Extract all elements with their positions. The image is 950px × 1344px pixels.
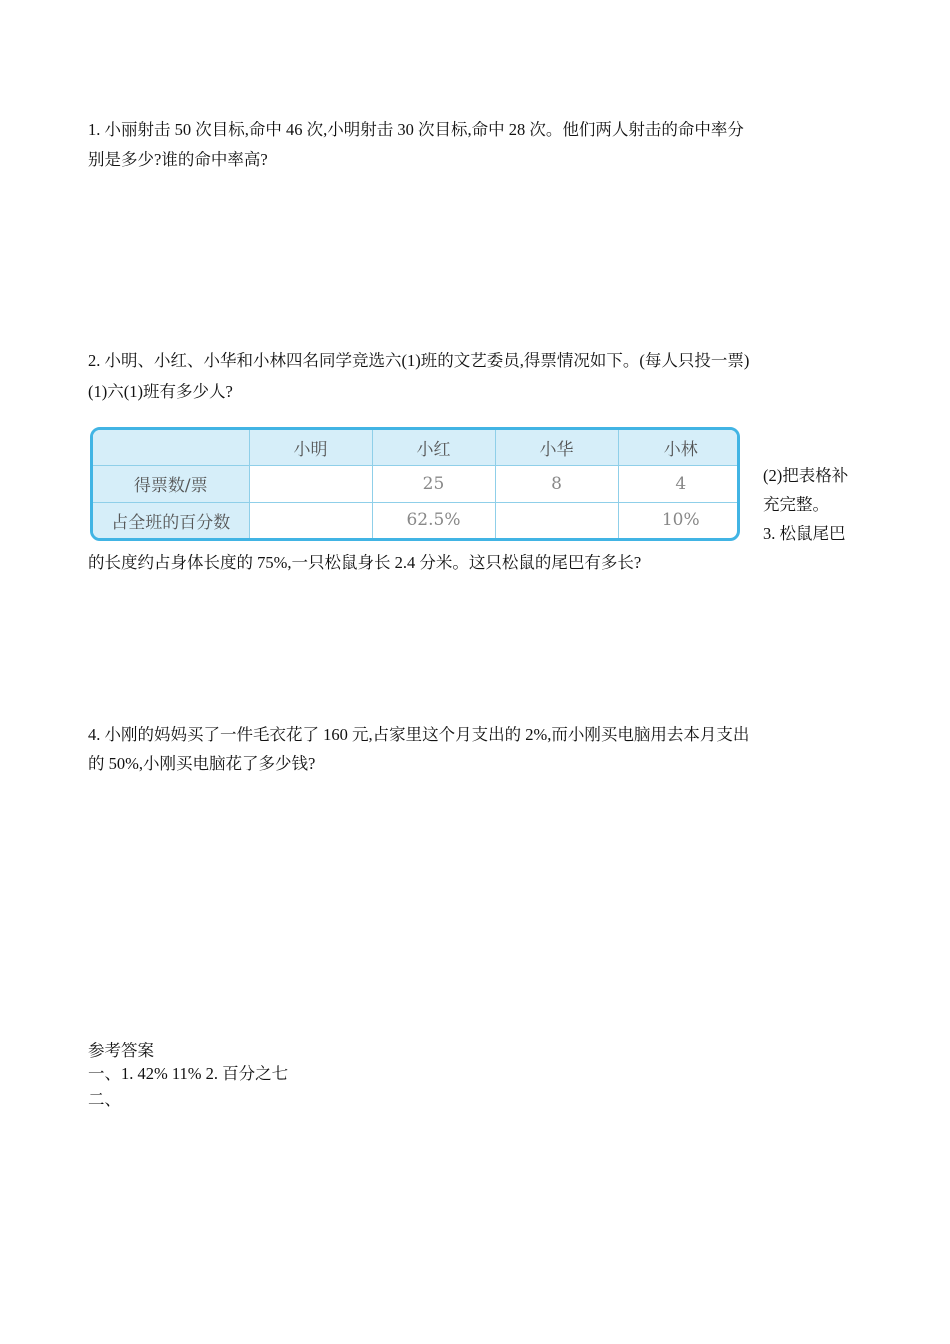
table-cell: 25 [372,466,495,502]
q4-line2: 的 50%,小刚买电脑花了多少钱? [88,754,316,773]
q2-side-line2: 充完整。 [763,495,829,514]
vote-table [90,427,740,541]
table-cell [495,502,618,538]
table-cell: 10% [618,502,740,538]
row-label: 占全班的百分数 [93,502,249,538]
table-cell [249,466,372,502]
table-cell [249,502,372,538]
answers-line1: 一、1. 42% 11% 2. 百分之七 [88,1064,289,1083]
answers-line2: 二、 [88,1090,121,1109]
q3-start: 3. 松鼠尾巴 [763,524,846,543]
table-header-xiaolin: 小林 [618,430,740,466]
table-header-xiaoming: 小明 [249,430,372,466]
table-row [93,466,740,502]
q1-line2: 别是多少?谁的命中率高? [88,150,268,169]
table-header-corner [93,430,249,466]
q1-line1: 1. 小丽射击 50 次目标,命中 46 次,小明射击 30 次目标,命中 28 次。他们两人射击的命中率分 [88,120,744,139]
q2-line1: 2. 小明、小红、小华和小林四名同学竞选六(1)班的文艺委员,得票情况如下。(每人只投一票) [88,351,750,370]
q2-side-line1: (2)把表格补 [763,466,849,485]
q4-line1: 4. 小刚的妈妈买了一件毛衣花了 160 元,占家里这个月支出的 2%,而小刚买电脑用去本月支出 [88,725,750,744]
table-cell: 4 [618,466,740,502]
table-header-xiaohong: 小红 [372,430,495,466]
q2-line2: (1)六(1)班有多少人? [88,382,233,401]
answers-title: 参考答案 [88,1041,154,1060]
q3-line2: 的长度约占身体长度的 75%,一只松鼠身长 2.4 分米。这只松鼠的尾巴有多长? [88,553,642,572]
table-row [93,502,740,538]
row-label: 得票数/票 [93,466,249,502]
table-header-xiaohua: 小华 [495,430,618,466]
table-header-row [93,430,740,466]
table-cell: 8 [495,466,618,502]
table-cell: 62.5% [372,502,495,538]
